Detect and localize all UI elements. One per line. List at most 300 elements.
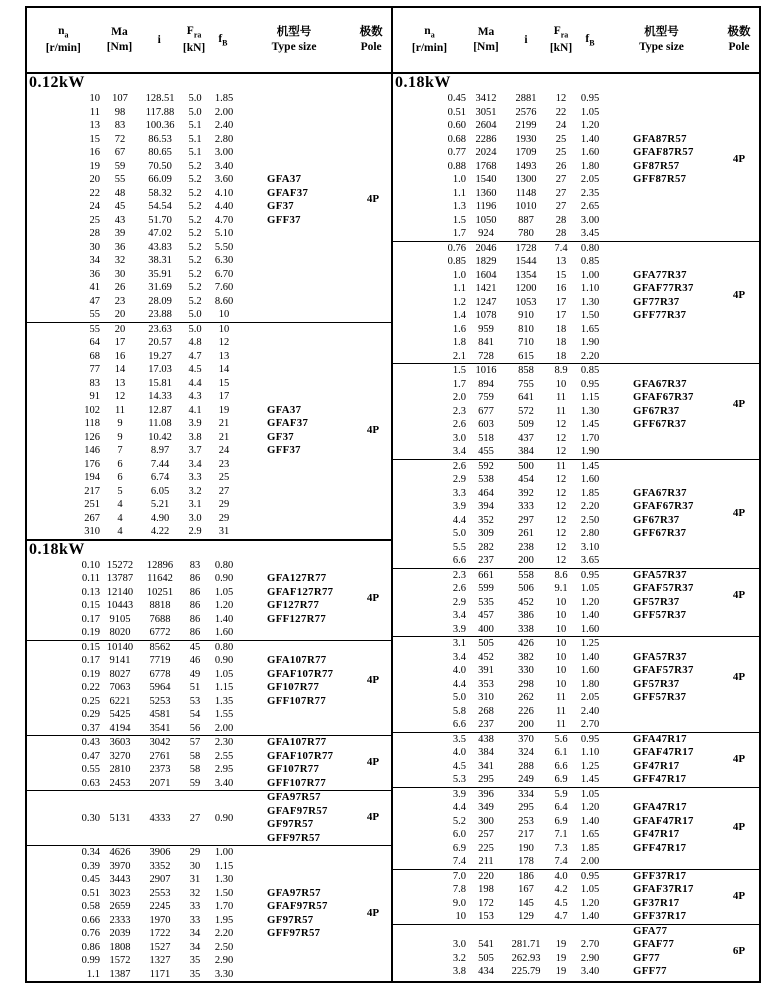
cell-na: 64 — [89, 337, 100, 348]
cell-fb: 12 — [218, 337, 230, 348]
cell-fra: 10 — [555, 638, 567, 649]
table-row — [27, 106, 391, 120]
table-row — [393, 965, 759, 979]
table-row — [27, 417, 391, 431]
cell-ma: 237 — [478, 719, 494, 730]
table-row — [27, 763, 391, 777]
table-row — [393, 664, 759, 678]
cell-fb: 2.90 — [214, 955, 234, 966]
cell-ma: 15272 — [106, 559, 134, 571]
cell-ma: 4194 — [109, 722, 131, 734]
cell-type — [238, 350, 353, 364]
cell-fra: 4.8 — [188, 337, 202, 348]
cell-na: 0.17 — [81, 613, 100, 625]
cell-i: 2881 — [515, 93, 537, 104]
cell-i: 253 — [518, 815, 534, 827]
cell-ma: 1540 — [475, 174, 497, 185]
cell-i: 509 — [518, 419, 534, 430]
cell-i: 7.44 — [150, 458, 170, 470]
cell-i: 2071 — [149, 777, 171, 789]
cell-i: 297 — [518, 514, 534, 526]
cell-ma: 1016 — [475, 365, 497, 376]
cell-ma: 3603 — [109, 737, 131, 748]
cell-ma: 4 — [117, 526, 123, 537]
table-row — [393, 92, 759, 106]
cell-ma: 455 — [478, 446, 494, 457]
rating-group — [393, 241, 759, 364]
cell-i: 1300 — [515, 174, 537, 185]
cell-na: 0.60 — [447, 120, 466, 131]
cell-fb: 1.05 — [580, 884, 600, 895]
cell-fra: 51 — [189, 682, 201, 693]
cell-i: 58.32 — [148, 187, 172, 199]
cell-i: 281.71 — [511, 939, 541, 950]
cell-i: 128.51 — [145, 93, 175, 104]
cell-fb: 2.20 — [580, 501, 600, 512]
cell-fb: 1.15 — [214, 860, 234, 872]
cell-i: 858 — [518, 365, 534, 376]
table-row — [27, 900, 391, 914]
cell-fb: 0.80 — [580, 242, 600, 254]
cell-na: 47 — [89, 295, 100, 307]
cell-type — [238, 160, 353, 174]
cell-fra: 58 — [189, 764, 201, 775]
power-section — [27, 539, 391, 982]
cell-na: 7.0 — [452, 870, 466, 882]
cell-type — [238, 626, 353, 640]
cell-i: 4581 — [149, 709, 171, 720]
section-title: 0.18kW — [29, 540, 85, 558]
cell-ma: 464 — [478, 487, 494, 499]
cell-type — [604, 200, 719, 214]
cell-fb: 29 — [218, 499, 230, 510]
cell-fb: 1.60 — [580, 474, 600, 485]
cell-type: GFA97R57 — [267, 791, 321, 803]
cell-type: GFA67R37 — [633, 377, 687, 390]
pole-badge: 4P — [366, 906, 380, 919]
cell-ma: 438 — [478, 733, 494, 745]
cell-type — [238, 92, 353, 106]
cell-ma: 2604 — [475, 120, 497, 131]
table-row — [27, 777, 391, 791]
cell-i: 5.21 — [150, 499, 170, 510]
cell-na: 2.3 — [452, 405, 466, 417]
cell-type: GFA37 — [267, 173, 302, 185]
table-row — [27, 133, 391, 147]
cell-fra: 11 — [555, 719, 567, 730]
cell-type: GFA87R57 — [633, 132, 687, 145]
cell-na: 0.34 — [81, 847, 100, 858]
cell-fra: 24 — [555, 120, 567, 131]
cell-i: 6.05 — [150, 485, 170, 497]
cell-type: GF37 — [267, 200, 294, 212]
cell-ma: 198 — [478, 884, 494, 895]
cell-i: 3352 — [149, 860, 171, 872]
cell-fb: 1.60 — [580, 665, 600, 676]
table-row — [393, 146, 759, 160]
cell-na: 0.45 — [447, 93, 466, 104]
cell-fb: 1.60 — [580, 623, 600, 635]
table-row — [27, 887, 391, 901]
cell-type — [238, 308, 353, 322]
cell-i: 324 — [518, 747, 534, 758]
cell-fra: 19 — [555, 939, 567, 950]
cell-type: GFA127R77 — [267, 572, 327, 584]
table-row — [27, 641, 391, 655]
cell-ma: 45 — [114, 201, 126, 212]
cell-type — [604, 214, 719, 228]
cell-fra: 4.5 — [188, 364, 202, 375]
cell-i: 8.97 — [150, 445, 170, 456]
cell-type — [604, 855, 719, 869]
cell-fb: 0.85 — [580, 365, 600, 376]
cell-ma: 172 — [478, 897, 494, 909]
table-row — [393, 678, 759, 692]
table-row — [27, 559, 391, 573]
cell-fb: 2.20 — [214, 928, 234, 939]
cell-fb: 24 — [218, 445, 230, 456]
pole-badge: 4P — [732, 752, 746, 765]
cell-i: 6778 — [149, 668, 171, 680]
cell-fra: 86 — [189, 627, 201, 638]
cell-i: 66.09 — [148, 174, 172, 185]
cell-type: GFAF37 — [267, 417, 309, 429]
cell-na: 83 — [89, 377, 100, 389]
table-row — [393, 514, 759, 528]
cell-na: 5.8 — [452, 705, 466, 717]
cell-fb: 1.90 — [580, 337, 600, 348]
table-row — [393, 119, 759, 133]
cell-fra: 10 — [555, 665, 567, 676]
cell-fb: 1.05 — [580, 583, 600, 594]
cell-ma: 225 — [478, 842, 494, 854]
cell-i: 1354 — [515, 269, 537, 281]
cell-type: GF57R37 — [633, 677, 680, 690]
cell-fra: 5.2 — [188, 214, 202, 226]
cell-fb: 29 — [218, 512, 230, 524]
pole-badge: 4P — [732, 152, 746, 165]
cell-fb: 10 — [218, 323, 230, 335]
cell-type — [238, 559, 353, 573]
cell-fra: 6.4 — [554, 802, 568, 813]
cell-type — [604, 227, 719, 241]
table-row — [393, 227, 759, 241]
cell-fb: 19 — [218, 404, 230, 416]
table-row — [393, 883, 759, 897]
cell-i: 70.50 — [148, 160, 172, 172]
cell-fra: 5.0 — [188, 323, 202, 335]
cell-ma — [466, 925, 506, 939]
cell-na: 7.8 — [452, 884, 466, 895]
cell-ma: 3443 — [109, 874, 131, 885]
cell-type: GF107R77 — [267, 681, 320, 693]
header-cell-i — [139, 33, 179, 48]
cell-i: 262 — [518, 692, 534, 703]
header-unit: [r/min] — [45, 41, 81, 54]
table-row — [393, 554, 759, 568]
cell-na: 20 — [89, 174, 100, 185]
cell-i: 7719 — [149, 655, 171, 666]
cell-i: 23.88 — [148, 309, 172, 320]
cell-type — [604, 119, 719, 133]
cell-fb: 1.40 — [580, 133, 600, 145]
cell-na: 10 — [89, 93, 100, 104]
cell-fra: 28 — [555, 214, 567, 226]
cell-i: 710 — [518, 337, 534, 348]
cell-type — [604, 637, 719, 651]
header-unit: Type size — [271, 41, 317, 53]
cell-type — [604, 705, 719, 719]
cell-fb: 1.20 — [580, 120, 600, 131]
cell-fra: 9.1 — [554, 583, 568, 594]
cell-ma: 841 — [478, 337, 494, 348]
cell-type: GF37R17 — [633, 896, 680, 909]
cell-fb: 4.40 — [214, 201, 234, 212]
cell-fra: 31 — [189, 874, 201, 885]
cell-fb: 1.40 — [580, 651, 600, 663]
cell-ma: 2024 — [475, 147, 497, 158]
cell-ma: 257 — [478, 829, 494, 840]
cell-i: 200 — [518, 719, 534, 730]
cell-type: GFA97R57 — [267, 886, 321, 899]
cell-ma: 98 — [114, 106, 126, 118]
pole-badge: 4P — [732, 670, 746, 683]
cell-ma: 400 — [478, 623, 494, 635]
cell-type: GFAF57R37 — [633, 664, 694, 676]
cell-type: GF37 — [267, 430, 294, 443]
cell-ma: 268 — [478, 705, 494, 717]
cell-i: 54.54 — [148, 201, 172, 212]
table-row — [27, 927, 391, 941]
cell-fra: 4.3 — [188, 391, 202, 402]
cell-type — [604, 350, 719, 364]
cell-i: 11642 — [147, 573, 173, 584]
cell-fra: 5.1 — [188, 133, 202, 145]
cell-fra: 3.2 — [188, 485, 202, 497]
cell-ma: 7 — [117, 445, 123, 456]
cell-ma: 282 — [478, 541, 494, 553]
cell-i: 1010 — [515, 201, 537, 212]
table-row — [393, 705, 759, 719]
cell-fra: 5.0 — [188, 93, 202, 104]
cell-na: 3.2 — [452, 952, 466, 964]
cell-na — [393, 925, 466, 939]
cell-fb: 1.65 — [580, 323, 600, 335]
cell-fra: 5.2 — [188, 174, 202, 185]
cell-i: 1053 — [515, 296, 537, 308]
cell-type: GF47R17 — [633, 759, 680, 772]
cell-type — [604, 623, 719, 637]
table-row — [27, 241, 391, 255]
cell-fb: 0.80 — [214, 559, 234, 571]
cell-na: 34 — [89, 255, 100, 266]
table-row — [393, 855, 759, 869]
cell-na: 2.6 — [452, 460, 466, 472]
cell-i: 8562 — [149, 641, 171, 653]
cell-i: 6772 — [149, 627, 171, 638]
cell-na: 194 — [84, 472, 100, 483]
cell-fb: 23 — [218, 458, 230, 470]
cell-fb: 2.80 — [214, 133, 234, 145]
table-row — [27, 227, 391, 241]
cell-type — [238, 722, 353, 736]
cell-fb: 2.80 — [580, 528, 600, 539]
cell-type: GFF67R37 — [633, 527, 687, 539]
cell-fb: 2.30 — [214, 737, 234, 748]
table-row — [27, 954, 391, 968]
cell-na: 0.11 — [82, 573, 100, 584]
cell-fra: 57 — [189, 737, 201, 748]
cell-fb: 1.90 — [580, 446, 600, 457]
cell-fra: 10 — [555, 651, 567, 663]
header-cell-fb — [209, 32, 237, 49]
cell-type: GFF57R37 — [633, 691, 687, 703]
cell-fb: 5.10 — [214, 228, 234, 239]
cell-na: 19 — [89, 160, 100, 172]
cell-fb: 3.00 — [214, 147, 234, 158]
cell-fra: 13 — [555, 256, 567, 267]
cell-type — [238, 846, 353, 860]
rating-group — [393, 732, 759, 787]
header-cell-fb — [576, 32, 604, 49]
cell-type: GF97R57 — [267, 818, 314, 830]
table-row — [393, 309, 759, 323]
cell-na: 0.47 — [81, 750, 100, 762]
cell-na: 4.5 — [452, 760, 466, 772]
cell-na: 0.25 — [81, 695, 100, 707]
cell-ma: 9 — [117, 418, 123, 429]
cell-i: 615 — [518, 350, 534, 362]
cell-i: 426 — [518, 638, 534, 649]
cell-i: 887 — [518, 214, 534, 226]
cell-na: 2.6 — [452, 583, 466, 594]
cell-fb: 0.80 — [214, 641, 234, 653]
table-row — [393, 938, 759, 952]
cell-fb: 2.35 — [580, 187, 600, 199]
cell-i: 5253 — [149, 695, 171, 707]
cell-fb: 15 — [218, 377, 230, 389]
cell-ma: 3051 — [475, 106, 497, 118]
cell-type: GFAF107R77 — [267, 667, 334, 680]
cell-fra: 12 — [555, 514, 567, 526]
header-main: Ma — [477, 26, 495, 39]
cell-ma: 2453 — [109, 777, 131, 789]
cell-fb: 1.05 — [580, 788, 600, 800]
cell-type — [604, 323, 719, 337]
cell-type — [604, 788, 719, 802]
cell-fra: 18 — [555, 323, 567, 335]
cell-ma: 30 — [114, 268, 126, 280]
cell-na: 1.1 — [452, 187, 466, 199]
cell-type — [238, 323, 353, 337]
cell-fb: 3.30 — [214, 968, 234, 980]
cell-ma: 17 — [114, 337, 126, 348]
cell-i: 386 — [518, 610, 534, 621]
cell-fb: 1.35 — [214, 695, 234, 707]
cell-fb: 1.20 — [580, 596, 600, 608]
cell-fra: 27 — [555, 174, 567, 185]
cell-fb: 2.20 — [580, 350, 600, 362]
cell-fb: 1.25 — [580, 760, 600, 772]
cell-fb: 2.05 — [580, 692, 600, 703]
cell-fra: 28 — [555, 228, 567, 239]
cell-ma: 1196 — [475, 201, 497, 212]
cell-type — [238, 390, 353, 404]
cell-fb: 2.50 — [214, 941, 234, 953]
cell-fra: 4.4 — [188, 377, 202, 389]
cell-type: GFF37 — [267, 213, 301, 226]
table-row — [393, 718, 759, 732]
cell-fra: 3.8 — [188, 431, 202, 443]
cell-fb: 4.70 — [214, 214, 234, 226]
cell-i: 4333 — [149, 812, 171, 824]
cell-fb: 3.40 — [214, 160, 234, 172]
cell-fb: 25 — [218, 472, 230, 483]
cell-fb: 13 — [218, 350, 230, 362]
cell-i: 1930 — [515, 133, 537, 145]
cell-i: 80.65 — [148, 147, 172, 158]
table-row — [393, 460, 759, 474]
cell-fra: 3.1 — [188, 499, 202, 510]
table-row — [27, 173, 391, 187]
table-row — [393, 432, 759, 446]
table-row — [393, 925, 759, 939]
cell-i: 100.36 — [145, 120, 175, 131]
table-row — [27, 498, 391, 512]
cell-fb: 1.85 — [214, 93, 234, 104]
cell-type: GF127R77 — [267, 599, 320, 611]
header-main: 机型号 — [644, 26, 679, 39]
table-row — [27, 160, 391, 174]
cell-ma: 603 — [478, 419, 494, 430]
table-row — [393, 133, 759, 147]
cell-type: GFA67R37 — [633, 486, 687, 499]
cell-na: 2.1 — [452, 350, 466, 362]
cell-type — [238, 295, 353, 309]
table-row — [27, 119, 391, 133]
cell-fra: 56 — [189, 722, 201, 734]
cell-fb: 2.00 — [214, 106, 234, 118]
cell-i: 1970 — [149, 914, 171, 926]
cell-type — [238, 471, 353, 485]
cell-type — [238, 268, 353, 282]
header-main: 极数 — [727, 26, 751, 39]
cell-ma: 457 — [478, 610, 494, 621]
cell-fra: 46 — [189, 655, 201, 666]
cell-na: 0.22 — [81, 682, 100, 693]
cell-fra: 8.6 — [554, 569, 568, 581]
cell-na: 0.88 — [447, 160, 466, 172]
cell-ma: 1387 — [109, 968, 131, 980]
cell-fb: 1.60 — [580, 147, 600, 158]
table-row — [27, 363, 391, 377]
cell-i: 4.90 — [150, 512, 170, 524]
cell-fb: 17 — [218, 391, 230, 402]
cell-fra: 54 — [189, 709, 201, 720]
cell-type — [604, 336, 719, 350]
cell-na: 0.19 — [81, 668, 100, 680]
cell-fra: 5.1 — [188, 120, 202, 131]
cell-fb: 4.10 — [214, 187, 234, 199]
table-row — [27, 268, 391, 282]
header-main: 机型号 — [276, 26, 312, 39]
cell-na: 6.9 — [452, 842, 466, 854]
cell-fb: 1.80 — [580, 678, 600, 690]
cell-fb: 2.40 — [580, 705, 600, 717]
cell-type — [238, 363, 353, 377]
cell-na: 2.3 — [452, 569, 466, 581]
cell-fra: 5.2 — [188, 187, 202, 199]
